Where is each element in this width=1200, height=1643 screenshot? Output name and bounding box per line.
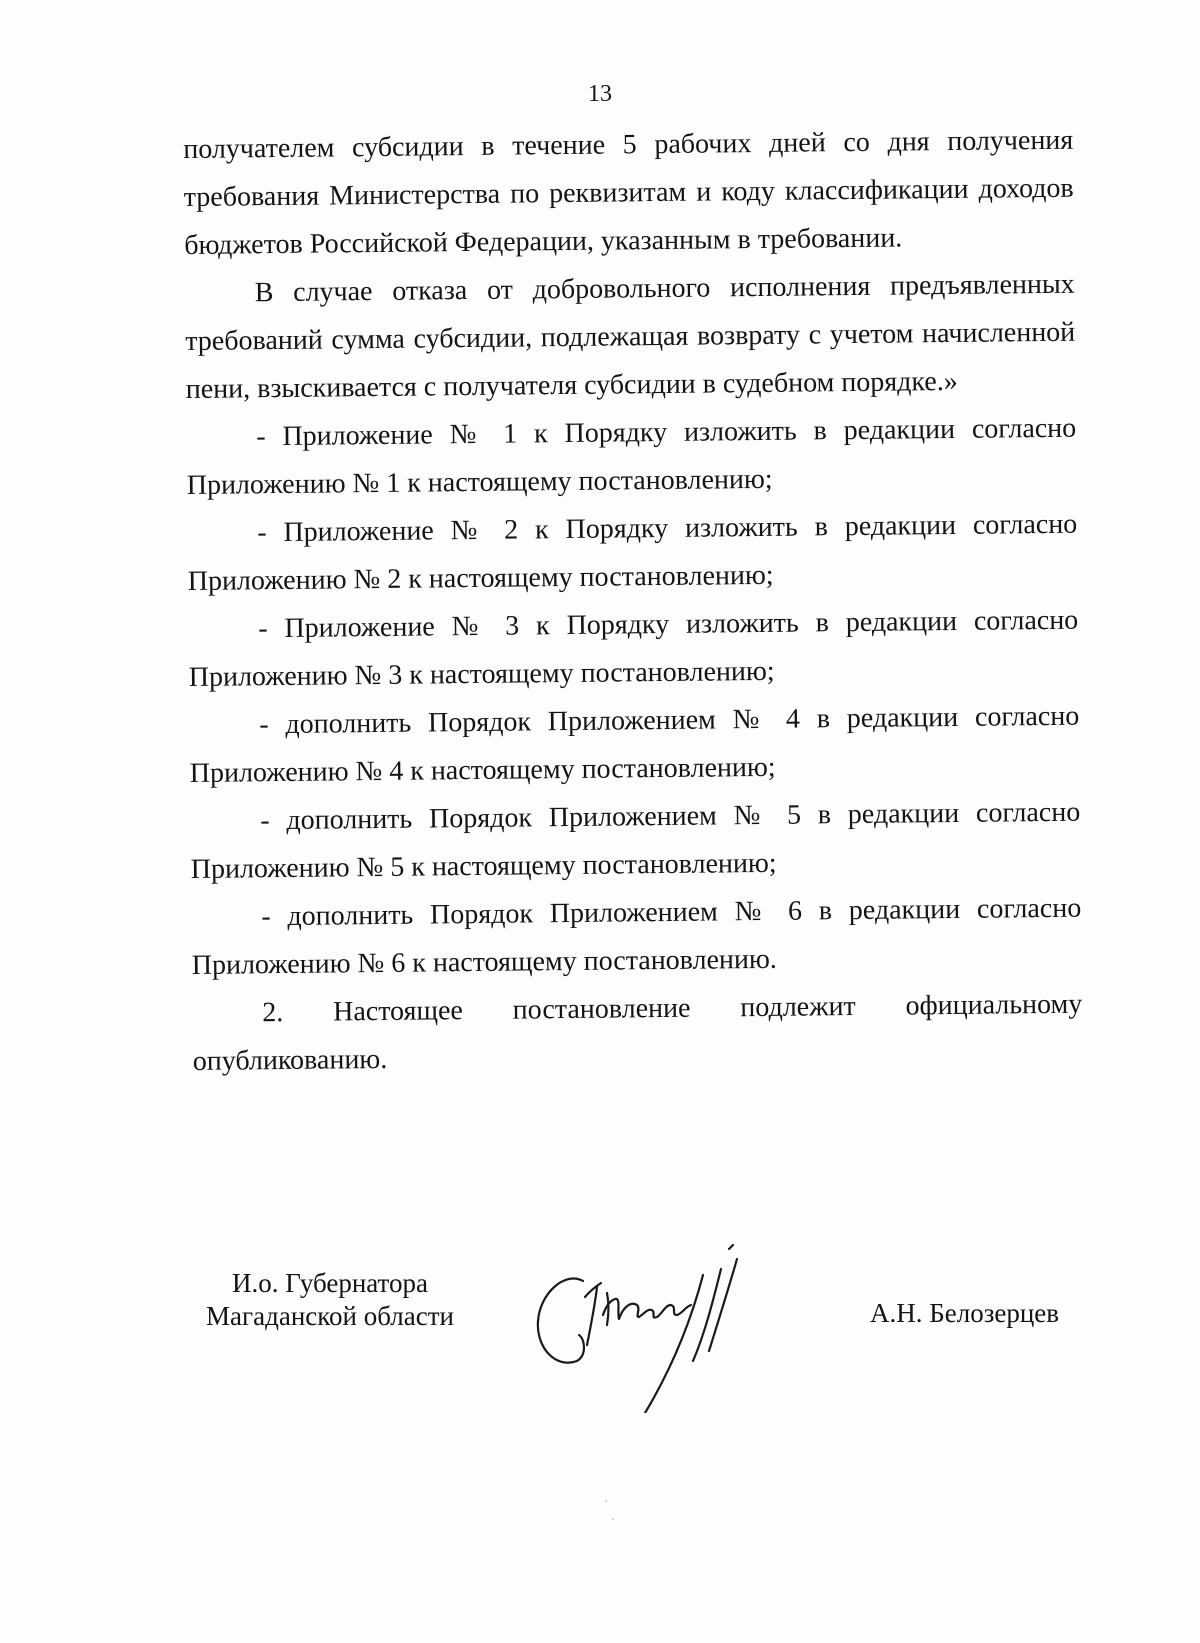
signer-position-line2: Магаданской области	[206, 1301, 454, 1331]
signature-block	[0, 1255, 1200, 1455]
list-item: - Приложение № 3 к Порядку изложить в редакции согласно Приложению № 3 к настоящему постановлению;	[188, 604, 1079, 693]
list-item: - дополнить Порядок Приложением № 6 в редакции согласно Приложению № 6 к настоящему постановлению.	[191, 892, 1082, 981]
scan-speck	[612, 1518, 614, 1520]
list-item: - Приложение № 2 к Порядку изложить в редакции согласно Приложению № 2 к настоящему постановлению;	[187, 508, 1078, 597]
signer-position	[190, 1267, 470, 1333]
page-number: 13	[588, 81, 612, 107]
document-body	[183, 117, 1083, 1086]
handwritten-signature	[535, 1243, 775, 1413]
signer-name: А.Н. Белозерцев	[870, 1298, 1060, 1328]
scan-speck	[605, 1500, 607, 1502]
paragraph: получателем субсидии в течение 5 рабочих дней со дня получения требования Министерства по реквизитам и коду классификации доходов бюджетов Российской Федерации, указанным в требовании.	[183, 124, 1074, 261]
paragraph: В случае отказа от добровольного исполнения предъявленных требований сумма субсидии, подлежащая возврату с учетом начисленной пени, взыскивается с получателя субсидии в судебном порядке.»	[185, 268, 1076, 405]
list-item: - дополнить Порядок Приложением № 4 в редакции согласно Приложению № 4 к настоящему постановлению;	[189, 700, 1080, 789]
list-item: - дополнить Порядок Приложением № 5 в редакции согласно Приложению № 5 к настоящему постановлению;	[190, 796, 1081, 885]
list-item: - Приложение № 1 к Порядку изложить в редакции согласно Приложению № 1 к настоящему постановлению;	[186, 412, 1077, 501]
signer-position-line1: И.о. Губернатора	[231, 1268, 428, 1298]
paragraph: 2. Настоящее постановление подлежит официальному опубликованию.	[192, 988, 1083, 1077]
